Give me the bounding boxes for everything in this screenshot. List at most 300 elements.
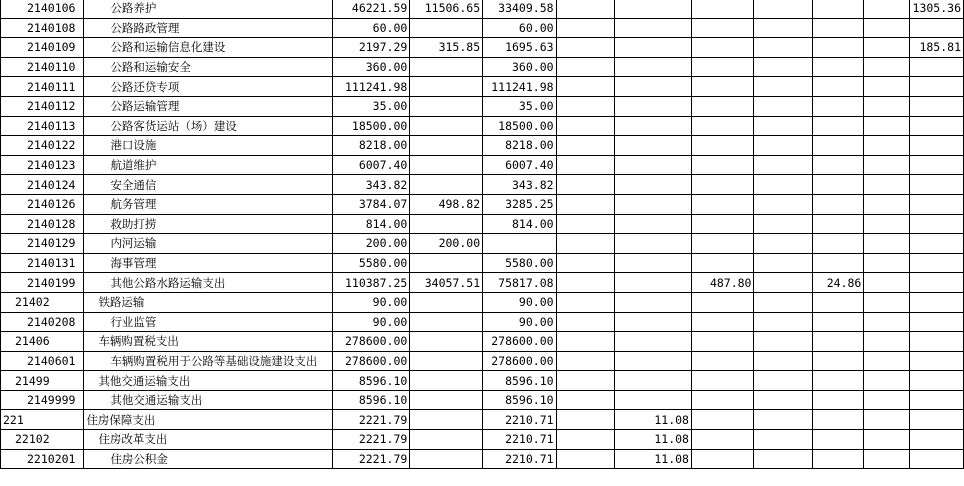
row-value: 11.08 — [615, 430, 692, 450]
row-name: 行业监管 — [84, 312, 333, 332]
row-value — [691, 116, 754, 136]
row-value — [754, 253, 813, 273]
row-value — [691, 175, 754, 195]
row-value — [864, 410, 910, 430]
table-row — [1, 136, 964, 156]
row-value — [910, 136, 964, 156]
row-value — [754, 332, 813, 352]
row-value — [410, 390, 483, 410]
row-name: 救助打捞 — [84, 214, 333, 234]
table-row — [1, 175, 964, 195]
row-value — [754, 136, 813, 156]
row-value — [754, 351, 813, 371]
row-value — [754, 18, 813, 38]
row-value — [864, 194, 910, 214]
table-row — [1, 332, 964, 352]
row-value — [691, 96, 754, 116]
row-value — [691, 351, 754, 371]
row-value — [410, 57, 483, 77]
row-value — [864, 0, 910, 18]
row-value — [691, 194, 754, 214]
row-value: 111241.98 — [483, 77, 556, 97]
row-value — [410, 136, 483, 156]
table-row — [1, 38, 964, 58]
row-name: 其他公路水路运输支出 — [84, 273, 333, 293]
row-value: 35.00 — [483, 96, 556, 116]
row-value: 90.00 — [333, 312, 410, 332]
row-value — [556, 155, 615, 175]
row-value — [691, 332, 754, 352]
table-row — [1, 449, 964, 469]
row-value — [813, 253, 864, 273]
row-code: 2140199 — [1, 273, 84, 293]
table-row — [1, 96, 964, 116]
row-value — [864, 312, 910, 332]
row-value — [910, 116, 964, 136]
row-value — [754, 273, 813, 293]
row-value — [483, 234, 556, 254]
row-value — [556, 332, 615, 352]
row-value: 6007.40 — [333, 155, 410, 175]
row-value — [813, 449, 864, 469]
row-value — [556, 390, 615, 410]
row-value: 46221.59 — [333, 0, 410, 18]
row-value: 1305.36 — [910, 0, 964, 18]
row-value: 111241.98 — [333, 77, 410, 97]
row-value: 343.82 — [483, 175, 556, 195]
row-value: 11.08 — [615, 410, 692, 430]
row-value — [691, 371, 754, 391]
row-name: 公路还贷专项 — [84, 77, 333, 97]
row-value: 8596.10 — [483, 371, 556, 391]
row-value: 2210.71 — [483, 410, 556, 430]
row-value — [754, 410, 813, 430]
row-value — [615, 18, 692, 38]
row-value: 5580.00 — [483, 253, 556, 273]
row-value — [556, 234, 615, 254]
row-value — [615, 371, 692, 391]
row-value — [410, 18, 483, 38]
row-value: 90.00 — [483, 312, 556, 332]
row-value — [864, 351, 910, 371]
table-row — [1, 0, 964, 18]
row-value — [556, 430, 615, 450]
row-value — [615, 77, 692, 97]
row-value — [556, 57, 615, 77]
row-value — [813, 175, 864, 195]
row-value — [864, 175, 910, 195]
table-row — [1, 234, 964, 254]
row-value: 8596.10 — [483, 390, 556, 410]
row-value — [691, 312, 754, 332]
row-value — [813, 332, 864, 352]
row-value: 60.00 — [333, 18, 410, 38]
row-value — [864, 390, 910, 410]
row-code: 2140131 — [1, 253, 84, 273]
table-row — [1, 351, 964, 371]
row-value — [864, 57, 910, 77]
row-value: 35.00 — [333, 96, 410, 116]
row-value: 200.00 — [410, 234, 483, 254]
row-code: 2140111 — [1, 77, 84, 97]
row-value — [910, 96, 964, 116]
table-row — [1, 312, 964, 332]
row-value — [556, 351, 615, 371]
row-name: 航务管理 — [84, 194, 333, 214]
row-value — [615, 0, 692, 18]
row-value: 8218.00 — [333, 136, 410, 156]
row-code: 2140126 — [1, 194, 84, 214]
row-value — [864, 214, 910, 234]
row-value — [615, 57, 692, 77]
row-name: 其他交通运输支出 — [84, 390, 333, 410]
row-value — [556, 371, 615, 391]
row-value: 278600.00 — [483, 351, 556, 371]
row-value — [615, 312, 692, 332]
table-row — [1, 116, 964, 136]
row-value — [864, 273, 910, 293]
row-value — [615, 38, 692, 58]
row-value — [813, 371, 864, 391]
row-value — [754, 234, 813, 254]
row-name: 公路和运输安全 — [84, 57, 333, 77]
row-value — [691, 77, 754, 97]
row-value — [615, 332, 692, 352]
row-value: 360.00 — [333, 57, 410, 77]
row-value — [556, 116, 615, 136]
row-value — [910, 273, 964, 293]
row-value: 8218.00 — [483, 136, 556, 156]
row-value — [556, 449, 615, 469]
row-code: 2140110 — [1, 57, 84, 77]
row-value — [691, 18, 754, 38]
table-row — [1, 253, 964, 273]
row-value — [813, 96, 864, 116]
row-value — [410, 77, 483, 97]
row-value: 814.00 — [333, 214, 410, 234]
row-value — [754, 214, 813, 234]
row-value — [615, 253, 692, 273]
row-name: 住房保障支出 — [84, 410, 333, 430]
row-value — [864, 136, 910, 156]
row-name: 安全通信 — [84, 175, 333, 195]
row-value — [754, 312, 813, 332]
row-value — [556, 38, 615, 58]
row-value — [615, 155, 692, 175]
row-value — [410, 175, 483, 195]
row-value — [410, 253, 483, 273]
row-value — [615, 175, 692, 195]
row-value — [410, 351, 483, 371]
row-value: 110387.25 — [333, 273, 410, 293]
row-value — [410, 371, 483, 391]
row-name: 内河运输 — [84, 234, 333, 254]
row-code: 221 — [1, 410, 84, 430]
row-code: 2140123 — [1, 155, 84, 175]
row-value — [864, 332, 910, 352]
row-value — [556, 410, 615, 430]
row-code: 2140128 — [1, 214, 84, 234]
row-value — [691, 214, 754, 234]
row-code: 2210201 — [1, 449, 84, 469]
row-value — [813, 410, 864, 430]
table-row — [1, 57, 964, 77]
row-name: 住房公积金 — [84, 449, 333, 469]
row-value — [691, 390, 754, 410]
row-value — [754, 449, 813, 469]
row-value — [754, 96, 813, 116]
row-value — [864, 430, 910, 450]
row-value — [813, 430, 864, 450]
row-code: 2140208 — [1, 312, 84, 332]
row-value — [910, 234, 964, 254]
row-value — [691, 410, 754, 430]
row-value: 2210.71 — [483, 449, 556, 469]
row-value — [813, 116, 864, 136]
row-value — [691, 136, 754, 156]
row-value — [691, 449, 754, 469]
row-name: 公路客货运站（场）建设 — [84, 116, 333, 136]
row-code: 2140108 — [1, 18, 84, 38]
row-value — [754, 371, 813, 391]
row-name: 公路养护 — [84, 0, 333, 18]
row-name: 车辆购置税用于公路等基础设施建设支出 — [84, 351, 333, 371]
row-value — [754, 155, 813, 175]
table-row — [1, 194, 964, 214]
table-row — [1, 371, 964, 391]
row-value — [410, 292, 483, 312]
row-value — [910, 57, 964, 77]
row-value — [754, 57, 813, 77]
row-value: 90.00 — [483, 292, 556, 312]
row-code: 2140106 — [1, 0, 84, 18]
row-code: 21499 — [1, 371, 84, 391]
table-row — [1, 214, 964, 234]
row-value — [410, 155, 483, 175]
row-value — [813, 77, 864, 97]
row-value: 18500.00 — [483, 116, 556, 136]
row-value: 1695.63 — [483, 38, 556, 58]
row-value — [910, 430, 964, 450]
row-value — [556, 175, 615, 195]
row-value — [691, 155, 754, 175]
row-value — [864, 38, 910, 58]
row-value — [556, 273, 615, 293]
row-value — [754, 390, 813, 410]
row-name: 铁路运输 — [84, 292, 333, 312]
table-row — [1, 155, 964, 175]
row-value: 2197.29 — [333, 38, 410, 58]
row-value: 2221.79 — [333, 410, 410, 430]
row-value — [410, 96, 483, 116]
row-code: 2140122 — [1, 136, 84, 156]
row-name: 住房改革支出 — [84, 430, 333, 450]
row-value — [813, 292, 864, 312]
row-value — [556, 253, 615, 273]
row-value — [615, 234, 692, 254]
row-value — [754, 0, 813, 18]
row-value — [910, 332, 964, 352]
row-value — [864, 449, 910, 469]
row-value — [754, 194, 813, 214]
row-value — [813, 57, 864, 77]
row-value — [813, 0, 864, 18]
row-value — [864, 253, 910, 273]
row-value: 34057.51 — [410, 273, 483, 293]
row-value — [410, 116, 483, 136]
row-value — [410, 332, 483, 352]
row-value: 343.82 — [333, 175, 410, 195]
row-value — [910, 390, 964, 410]
row-value — [813, 18, 864, 38]
row-value: 487.80 — [691, 273, 754, 293]
row-code: 2140124 — [1, 175, 84, 195]
row-code: 21406 — [1, 332, 84, 352]
row-value: 75817.08 — [483, 273, 556, 293]
row-value — [691, 234, 754, 254]
row-value — [910, 175, 964, 195]
row-code: 2140129 — [1, 234, 84, 254]
row-value — [813, 38, 864, 58]
row-value — [910, 155, 964, 175]
row-name: 车辆购置税支出 — [84, 332, 333, 352]
row-value — [556, 96, 615, 116]
row-value: 5580.00 — [333, 253, 410, 273]
row-value: 8596.10 — [333, 371, 410, 391]
row-value — [691, 292, 754, 312]
table-body — [1, 0, 964, 469]
row-value — [864, 18, 910, 38]
row-value — [910, 77, 964, 97]
row-value — [691, 38, 754, 58]
row-value — [615, 390, 692, 410]
row-value — [813, 234, 864, 254]
row-name: 公路路政管理 — [84, 18, 333, 38]
row-value: 24.86 — [813, 273, 864, 293]
row-value — [556, 136, 615, 156]
row-value — [813, 214, 864, 234]
row-value — [615, 96, 692, 116]
row-value — [910, 194, 964, 214]
row-value — [910, 312, 964, 332]
row-value: 2221.79 — [333, 449, 410, 469]
row-value — [615, 194, 692, 214]
row-value — [615, 116, 692, 136]
row-value — [864, 155, 910, 175]
row-value — [864, 77, 910, 97]
row-value — [615, 136, 692, 156]
row-value — [615, 214, 692, 234]
row-value — [813, 194, 864, 214]
row-value — [556, 18, 615, 38]
row-value: 3784.07 — [333, 194, 410, 214]
row-value — [556, 77, 615, 97]
row-value: 315.85 — [410, 38, 483, 58]
row-value — [910, 371, 964, 391]
row-value: 90.00 — [333, 292, 410, 312]
row-name: 航道维护 — [84, 155, 333, 175]
row-value — [910, 253, 964, 273]
row-value — [556, 214, 615, 234]
row-value: 185.81 — [910, 38, 964, 58]
row-value — [813, 312, 864, 332]
row-code: 2140113 — [1, 116, 84, 136]
row-value — [615, 273, 692, 293]
row-name: 海事管理 — [84, 253, 333, 273]
row-value — [754, 77, 813, 97]
row-value: 11506.65 — [410, 0, 483, 18]
row-name: 公路运输管理 — [84, 96, 333, 116]
row-value — [864, 96, 910, 116]
row-value — [556, 194, 615, 214]
table-row — [1, 292, 964, 312]
row-value — [691, 0, 754, 18]
row-value — [910, 214, 964, 234]
row-value: 814.00 — [483, 214, 556, 234]
table-row — [1, 273, 964, 293]
row-value — [691, 57, 754, 77]
row-value: 278600.00 — [483, 332, 556, 352]
row-value — [556, 0, 615, 18]
row-code: 22102 — [1, 430, 84, 450]
row-value — [615, 292, 692, 312]
row-value — [556, 292, 615, 312]
row-value — [754, 116, 813, 136]
row-value: 8596.10 — [333, 390, 410, 410]
row-value — [691, 253, 754, 273]
row-value: 60.00 — [483, 18, 556, 38]
row-value — [410, 449, 483, 469]
row-value — [910, 351, 964, 371]
table-row — [1, 77, 964, 97]
row-value: 278600.00 — [333, 332, 410, 352]
row-value — [864, 116, 910, 136]
table-row — [1, 18, 964, 38]
row-value — [410, 430, 483, 450]
row-value — [910, 18, 964, 38]
row-value — [813, 390, 864, 410]
row-value — [813, 351, 864, 371]
row-value — [864, 371, 910, 391]
row-value — [864, 292, 910, 312]
row-value: 498.82 — [410, 194, 483, 214]
row-value — [556, 312, 615, 332]
row-value — [410, 312, 483, 332]
row-value: 33409.58 — [483, 0, 556, 18]
row-value — [410, 410, 483, 430]
row-value — [691, 430, 754, 450]
row-code: 2140601 — [1, 351, 84, 371]
row-value: 3285.25 — [483, 194, 556, 214]
table-row — [1, 430, 964, 450]
row-value — [615, 351, 692, 371]
row-name: 港口设施 — [84, 136, 333, 156]
row-value — [754, 292, 813, 312]
row-value — [813, 136, 864, 156]
row-value: 2210.71 — [483, 430, 556, 450]
row-value — [410, 214, 483, 234]
row-value — [910, 449, 964, 469]
row-code: 2140112 — [1, 96, 84, 116]
row-name: 其他交通运输支出 — [84, 371, 333, 391]
row-code: 21402 — [1, 292, 84, 312]
table-row — [1, 390, 964, 410]
row-value — [754, 430, 813, 450]
row-value: 18500.00 — [333, 116, 410, 136]
row-code: 2140109 — [1, 38, 84, 58]
row-value: 360.00 — [483, 57, 556, 77]
row-value: 2221.79 — [333, 430, 410, 450]
